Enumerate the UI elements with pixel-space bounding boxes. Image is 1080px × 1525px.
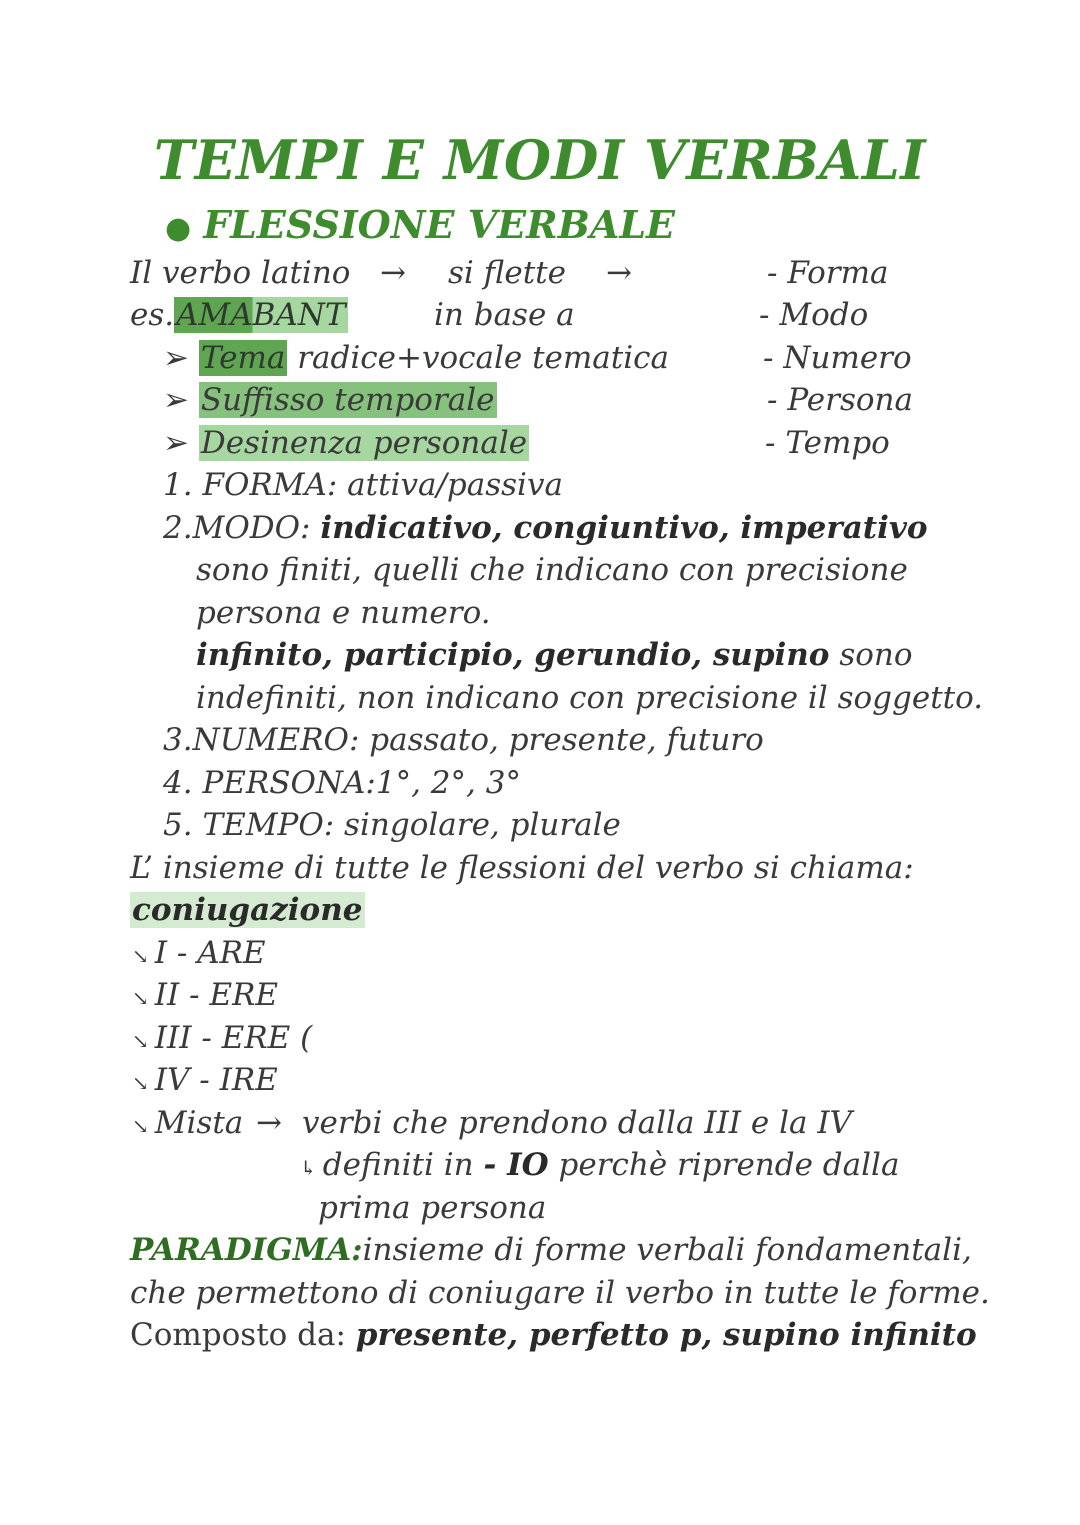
modi-finiti: indicativo, congiuntivo, imperativo — [320, 510, 928, 546]
arrow-down-right-icon: ↘ — [132, 1114, 149, 1138]
category-item: - Numero — [763, 340, 912, 376]
arrowhead-icon: ➢ — [163, 425, 189, 461]
arrow-down-right-icon: ↘ — [132, 1071, 149, 1095]
list-item-persona — [163, 762, 521, 804]
paradigma-line-2: che permettono di coniugare il verbo in tutte le forme. — [130, 1275, 990, 1311]
coniugazione-label: III - ERE ( — [154, 1020, 313, 1056]
modo-line-3: persona e numero. — [196, 595, 491, 631]
coniugazione-label: IV - IRE — [154, 1062, 278, 1098]
coniugazione-label: Mista — [154, 1105, 244, 1141]
part-label: Tema — [200, 340, 286, 376]
paradigma-composto: Composto da: — [130, 1317, 356, 1353]
coniugazione-item — [132, 1059, 278, 1104]
paradigma-line-1 — [130, 1229, 972, 1271]
modi-indefiniti: infinito, participio, gerundio, supino — [196, 637, 830, 673]
list-number: 4. — [163, 765, 193, 801]
intro-line-1 — [130, 252, 350, 294]
coniugazione-term: coniugazione — [132, 892, 363, 928]
mista-sub-text: definiti in — [322, 1147, 484, 1183]
arrow-right-icon: → — [256, 1105, 282, 1141]
paradigma-forms: presente, perfetto p, supino infinito — [355, 1317, 977, 1353]
list-text: TEMPO: singolare, plurale — [202, 807, 621, 843]
list-item-tempo — [163, 804, 621, 846]
example-verb: AMABANT — [176, 297, 346, 333]
list-item-modo — [163, 507, 928, 549]
page-title: TEMPI E MODI VERBALI — [153, 128, 927, 192]
intro-line-2 — [130, 294, 348, 336]
coniugazione-item — [132, 974, 278, 1019]
arrow-icon-2: → — [606, 255, 632, 291]
modo-line-5: indefiniti, non indicano con precisione il soggetto. — [196, 680, 984, 716]
arrow-down-right-icon: ↘ — [132, 944, 149, 968]
category-item: - Forma — [767, 255, 889, 291]
arrow-icon: → — [380, 255, 406, 291]
paradigma-line-3 — [130, 1314, 977, 1356]
paradigma-label: PARADIGMA: — [130, 1232, 363, 1268]
bullet-icon: ● — [165, 211, 192, 246]
mista-sub-ending: - IO — [483, 1147, 549, 1183]
arrowhead-icon: ➢ — [163, 382, 189, 418]
paradigma-text: insieme di forme verbali fondamentali, — [362, 1232, 972, 1268]
arrow-down-right-icon: ↘ — [132, 1029, 149, 1053]
list-text: FORMA: attiva/passiva — [202, 467, 563, 503]
list-number: 2. — [163, 510, 193, 546]
coniugazione-item — [132, 1102, 243, 1147]
coniugazione-item — [132, 932, 266, 977]
category-item: - Persona — [767, 382, 913, 418]
list-number: 3. — [163, 722, 193, 758]
coniugazione-label: I - ARE — [154, 935, 266, 971]
mista-sub — [300, 1144, 899, 1189]
part-label: Suffisso temporale — [200, 382, 495, 418]
part-item — [163, 337, 669, 379]
intro-text: Il verbo latino — [130, 255, 351, 291]
part-item — [163, 422, 529, 464]
list-text: NUMERO: passato, presente, futuro — [192, 722, 764, 758]
list-text: PERSONA:1°, 2°, 3° — [202, 765, 521, 801]
modo-line-2: sono finiti, quelli che indicano con precisione — [196, 552, 908, 588]
coniugazione-term-line — [130, 889, 365, 931]
part-label: Desinenza personale — [200, 425, 528, 461]
arrowhead-icon: ➢ — [163, 340, 189, 376]
part-item — [163, 379, 497, 421]
coniugazione-intro: L’ insieme di tutte le flessioni del verbo si chiama: — [130, 850, 914, 886]
list-number: 5. — [163, 807, 193, 843]
list-text: sono — [829, 637, 913, 673]
part-desc: radice+vocale tematica — [287, 340, 669, 376]
hook-arrow-icon: ↳ — [300, 1156, 317, 1180]
list-item-numero — [163, 719, 764, 761]
category-item: - Modo — [759, 297, 869, 333]
coniugazione-label: II - ERE — [154, 977, 279, 1013]
arrow-down-right-icon: ↘ — [132, 986, 149, 1010]
modo-line-4 — [196, 634, 913, 676]
category-item: - Tempo — [765, 425, 890, 461]
mista-sub-line2: prima persona — [318, 1190, 547, 1226]
example-prefix: es. — [130, 297, 175, 333]
intro-in-base: in base a — [434, 297, 575, 333]
section-heading — [165, 200, 675, 254]
mista-sub-text: perchè riprende dalla — [548, 1147, 900, 1183]
intro-flette: si flette — [448, 255, 566, 291]
list-number: 1. — [163, 467, 193, 503]
coniugazione-item — [132, 1017, 312, 1062]
list-item-forma — [163, 464, 563, 506]
section-heading-text: FLESSIONE VERBALE — [203, 202, 676, 247]
list-text: MODO: — [192, 510, 321, 546]
mista-desc: verbi che prendono dalla III e la IV — [302, 1105, 852, 1141]
